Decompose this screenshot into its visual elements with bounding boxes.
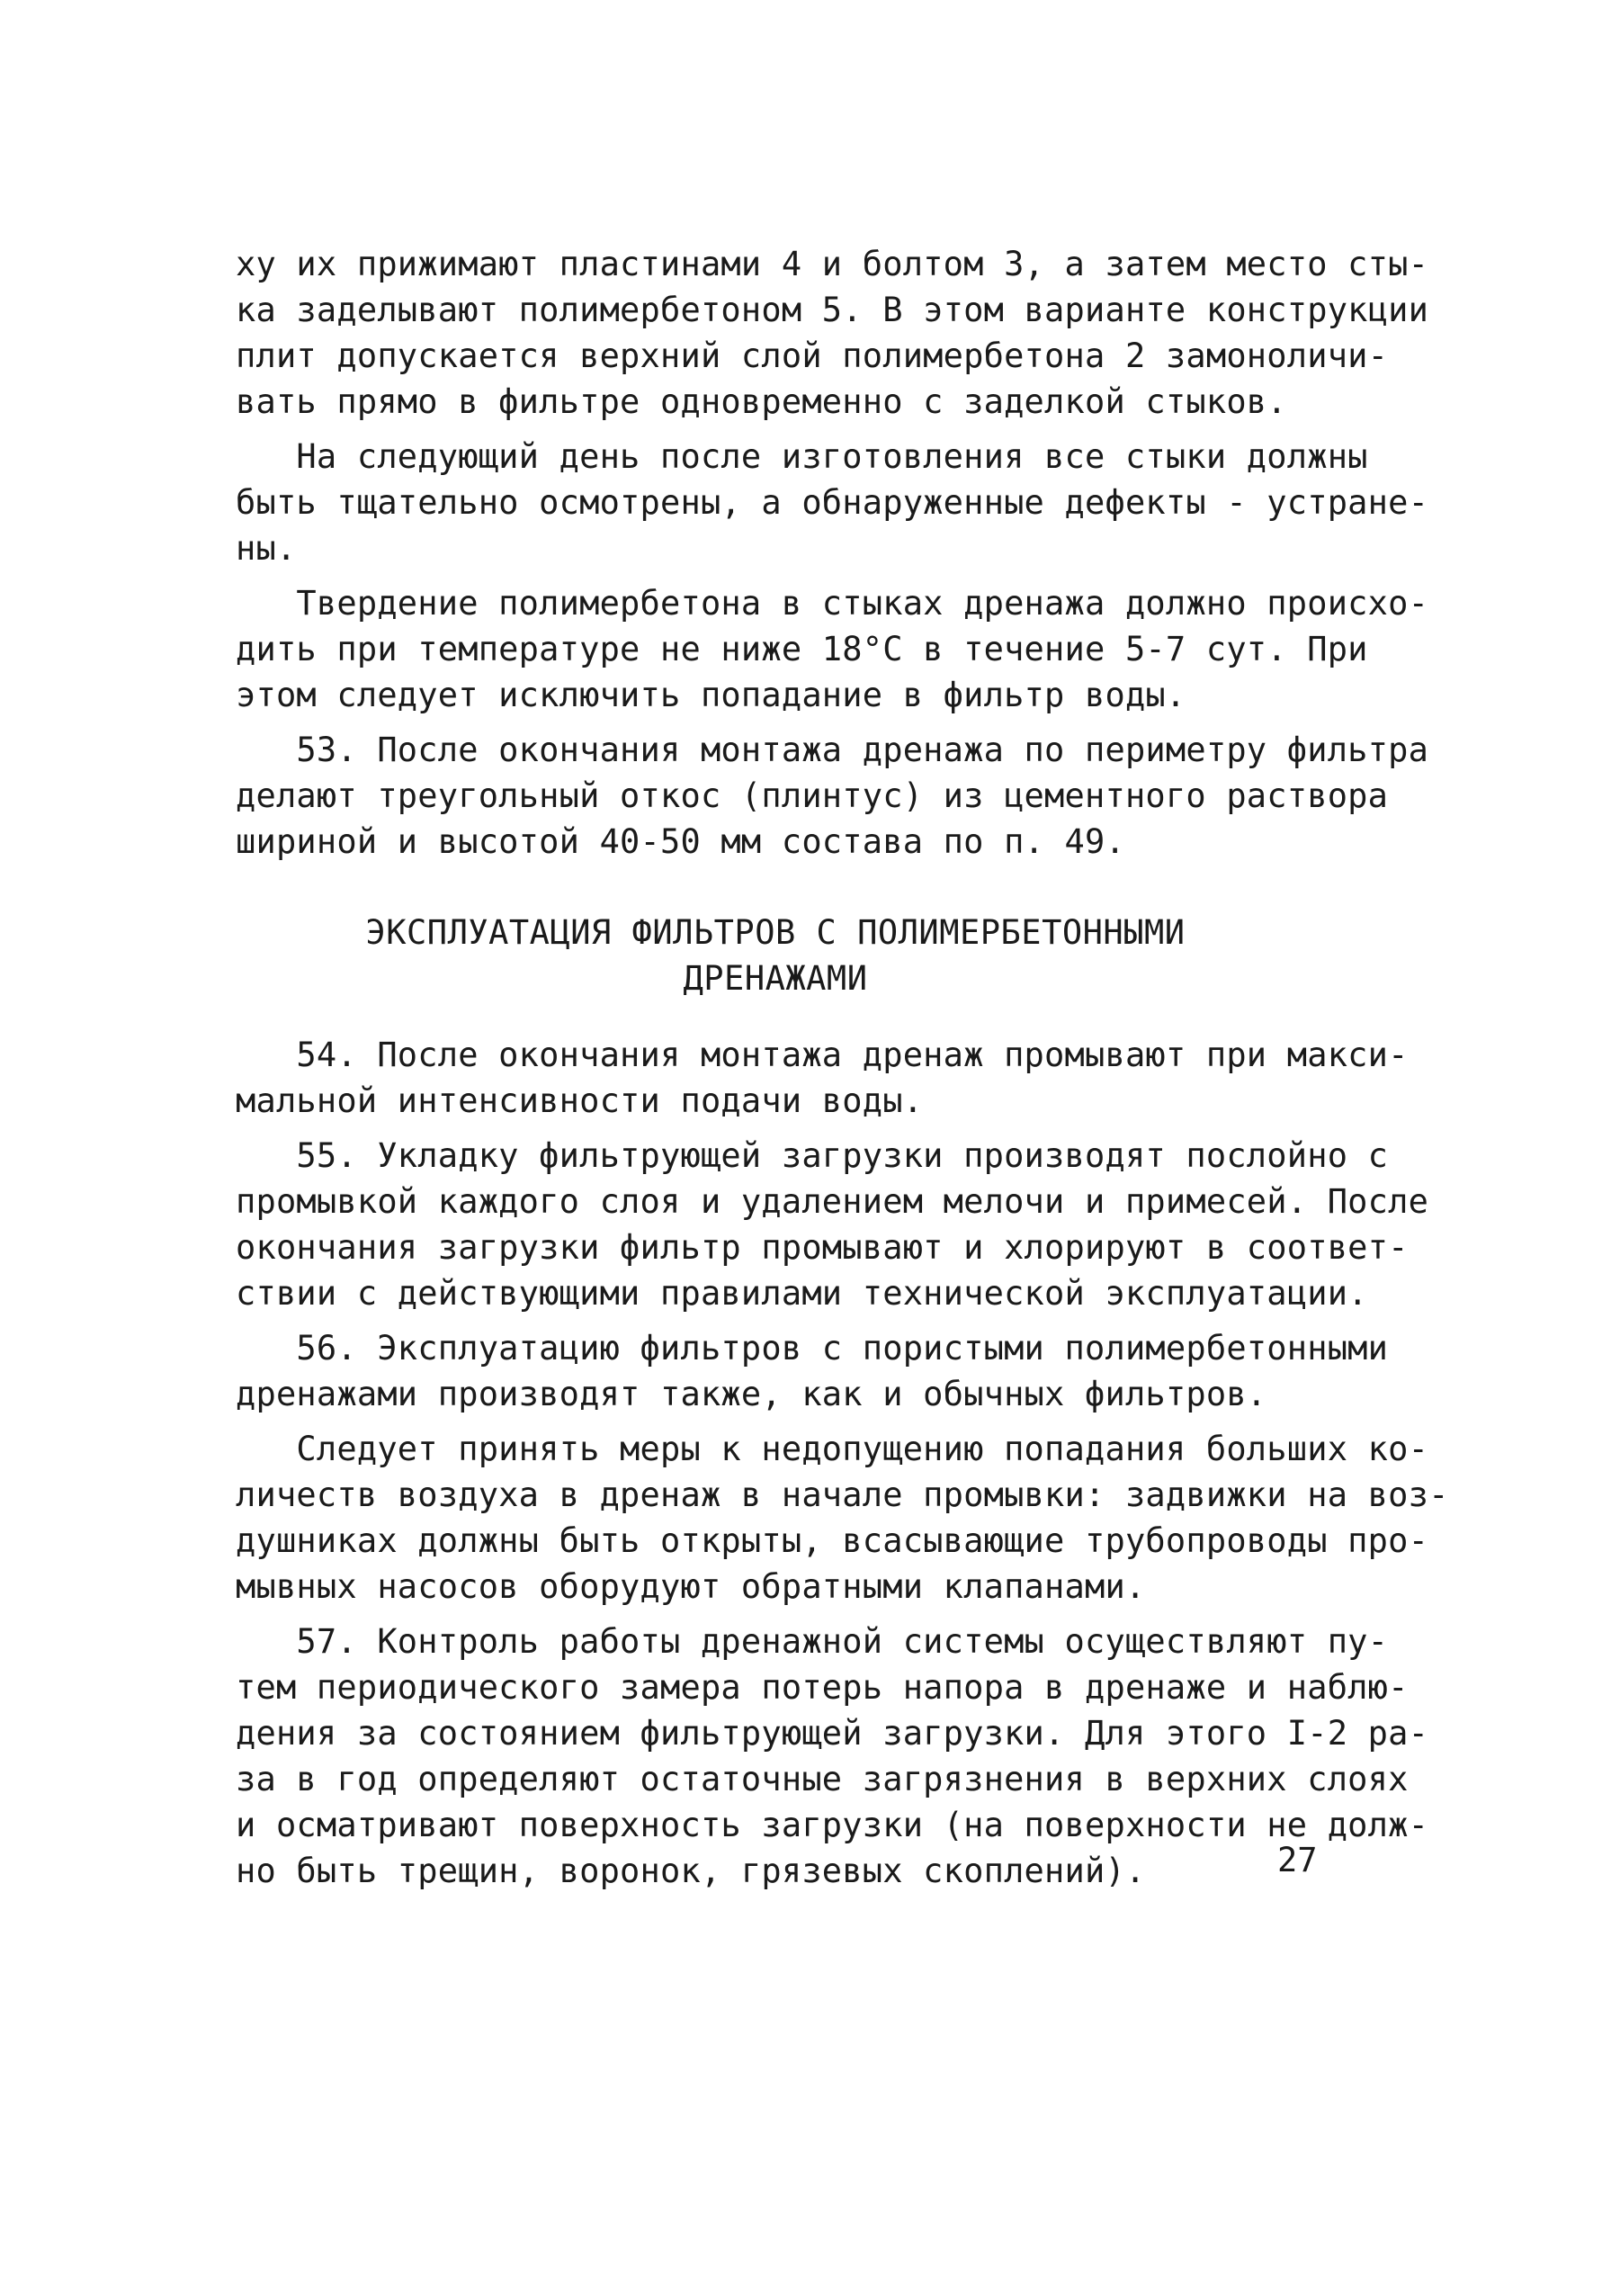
paragraph	[236, 580, 1429, 718]
text-line: окончания загрузки фильтр промывают и хлорируют в соответ-	[236, 1228, 1409, 1267]
paragraph	[236, 434, 1429, 571]
text-line: делают треугольный откос (плинтус) из цементного раствора	[236, 776, 1389, 815]
text-line: шириной и высотой 40-50 мм состава по п. 49.	[236, 822, 1125, 861]
section-heading	[236, 910, 1333, 1001]
text-line: 55. Укладку фильтрующей загрузки производят послойно с	[236, 1136, 1389, 1175]
body-text	[236, 241, 1449, 1894]
text-line: этом следует исключить попадание в фильтр воды.	[236, 676, 1186, 714]
text-line: Следует принять меры к недопущению попадания больших ко-	[236, 1430, 1429, 1468]
page-number: 27	[1277, 1841, 1318, 1879]
paragraph-54	[236, 1032, 1409, 1124]
paragraph-57	[236, 1619, 1429, 1894]
heading-line-1: ЭКСПЛУАТАЦИЯ ФИЛЬТРОВ С ПОЛИМЕРБЕТОННЫМИ	[365, 913, 1186, 952]
paragraph-56	[236, 1325, 1389, 1417]
paragraph-55	[236, 1133, 1429, 1316]
text-line: и осматривают поверхность загрузки (на поверхности не долж-	[236, 1806, 1429, 1844]
text-line: ху их прижимают пластинами 4 и болтом 3, а затем место сты-	[236, 245, 1429, 283]
text-line: дения за состоянием фильтрующей загрузки. Для этого I-2 ра-	[236, 1714, 1429, 1753]
paragraph	[236, 241, 1429, 425]
text-line: мальной интенсивности подачи воды.	[236, 1081, 924, 1120]
text-line: тем периодического замера потерь напора в дренаже и наблю-	[236, 1668, 1409, 1707]
text-line: 54. После окончания монтажа дренаж промывают при макси-	[236, 1036, 1409, 1074]
text-line: мывных насосов оборудуют обратными клапанами.	[236, 1567, 1146, 1606]
text-line: за в год определяют остаточные загрязнения в верхних слоях	[236, 1760, 1409, 1798]
paragraph	[236, 1426, 1449, 1610]
text-line: дить при температуре не ниже 18°С в течение 5-7 сут. При	[236, 630, 1368, 668]
text-line: 56. Эксплуатацию фильтров с пористыми полимербетонными	[236, 1329, 1389, 1368]
text-line: вать прямо в фильтре одновременно с заделкой стыков.	[236, 382, 1287, 421]
text-line: Твердение полимербетона в стыках дренажа должно происхо-	[236, 584, 1429, 623]
text-line: но быть трещин, воронок, грязевых скоплений).	[236, 1852, 1146, 1890]
text-line: 53. После окончания монтажа дренажа по периметру фильтра	[236, 731, 1429, 769]
text-line: ка заделывают полимербетоном 5. В этом варианте конструкции	[236, 291, 1429, 329]
heading-line-2: ДРЕНАЖАМИ	[683, 959, 868, 998]
text-line: личеств воздуха в дренаж в начале промывки: задвижки на воз-	[236, 1475, 1449, 1514]
paragraph-53	[236, 727, 1429, 865]
text-line: плит допускается верхний слой полимербетона 2 замоноличи-	[236, 336, 1389, 375]
text-line: быть тщательно осмотрены, а обнаруженные дефекты - устране-	[236, 483, 1429, 522]
text-line: дренажами производят также, как и обычных фильтров.	[236, 1375, 1267, 1413]
text-line: На следующий день после изготовления все стыки должны	[236, 437, 1368, 476]
text-line: 57. Контроль работы дренажной системы осуществляют пу-	[236, 1622, 1389, 1661]
text-line: промывкой каждого слоя и удалением мелочи и примесей. После	[236, 1182, 1429, 1221]
text-line: ствии с действующими правилами технической эксплуатации.	[236, 1274, 1368, 1313]
text-line: ны.	[236, 529, 297, 568]
text-line: душниках должны быть открыты, всасывающие трубопроводы про-	[236, 1521, 1429, 1560]
